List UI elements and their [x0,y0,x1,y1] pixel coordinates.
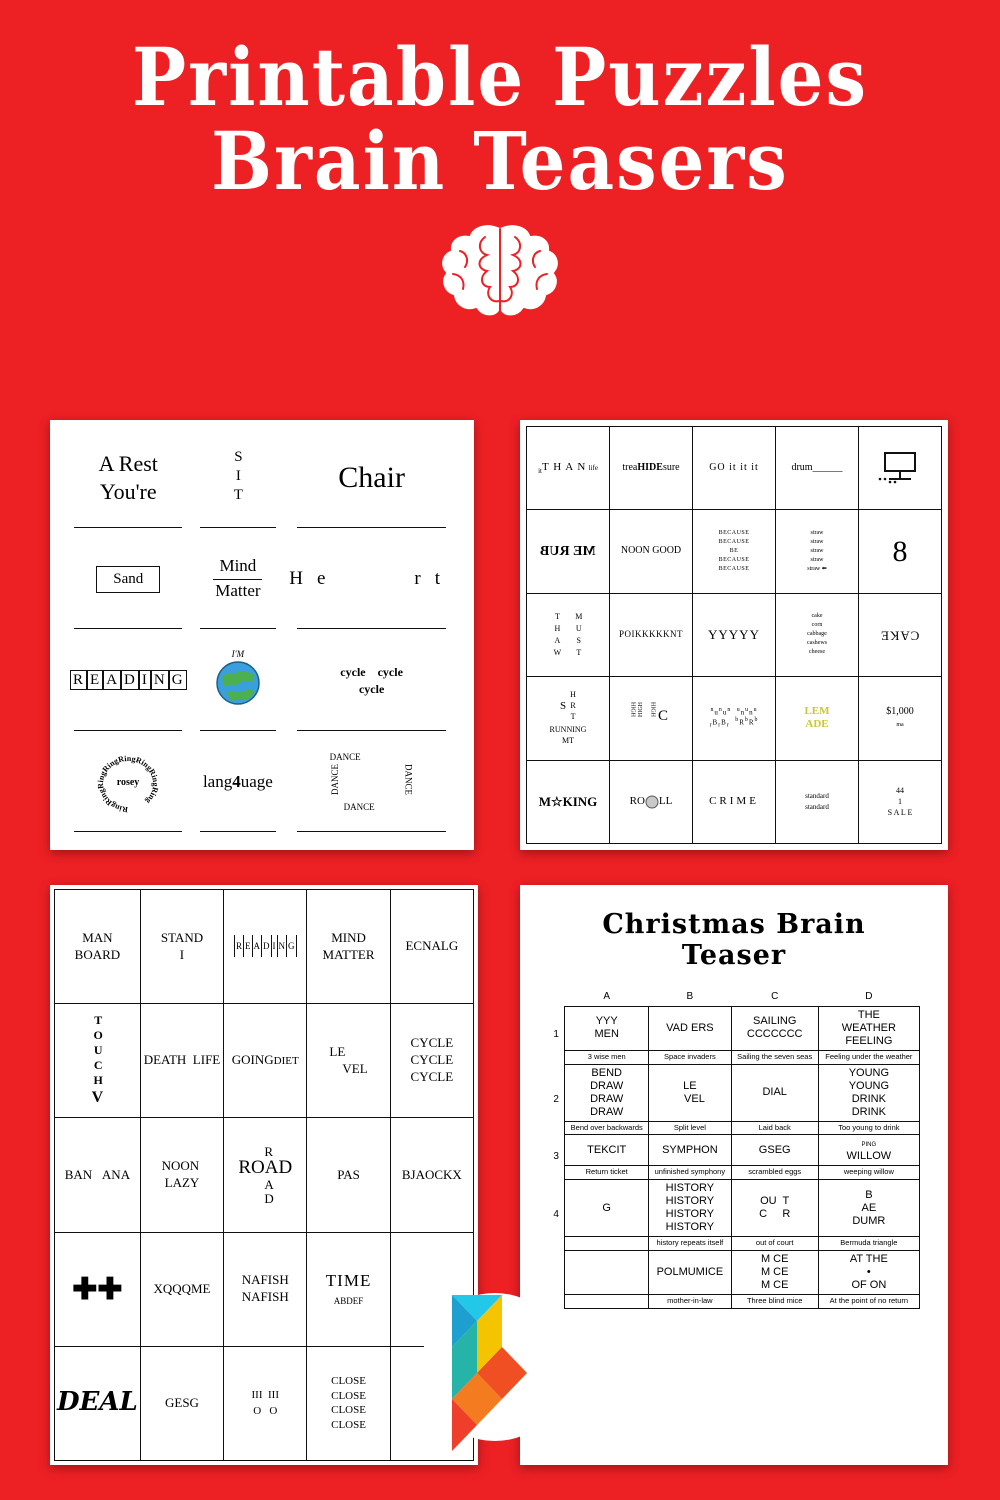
answer-4d: Bermuda triangle [818,1237,919,1251]
answer-1a: 3 wise men [565,1050,649,1064]
answer-3b: unfinished symphony [649,1166,731,1180]
question-5b: POLMUMICE [649,1250,731,1294]
question-4d: B AE DUMR [818,1180,919,1237]
puzzle-s-hrt-running-mt: S H R T RUNNING MT [527,677,610,760]
puzzle-heart: He rt [289,568,454,590]
puzzle-44-1-sale: 44 1 S A L E [859,761,942,844]
puzzle-going-diet: GOING DIET [224,1004,307,1118]
logo-icon [420,1255,570,1475]
puzzle-cell [193,737,284,839]
rebus-grid-bottom-left[interactable] [50,885,478,1465]
table-row [548,1237,919,1251]
answer-3d: weeping willow [818,1166,919,1180]
answer-4b: history repeats itself [649,1237,731,1251]
christmas-title-line-1: Christmas Brain [602,909,866,940]
question-2d: YOUNG YOUNG DRINK DRINK [818,1064,919,1121]
card3-grid [54,889,474,1461]
svg-text:rosey: rosey [116,777,140,789]
puzzle-cycle-cycle-cycle: cycle cycle cycle [340,664,403,696]
puzzle-plus-plus: ✚✚ [55,1233,141,1347]
puzzle-cell [64,534,193,636]
svg-text:RingRingRingRingRingRingRingRi: RingRingRingRingRingRingRingRing [96,754,161,814]
question-1d: THE WEATHER FEELING [818,1006,919,1050]
puzzle-because-list: BECAUSE BECAUSE BE BECAUSE BECAUSE [693,510,776,593]
answer-3a: Return ticket [565,1166,649,1180]
puzzle-touch-v: TOUCH V [55,1004,141,1118]
page-title-line-1: Printable Puzzles [132,30,868,124]
puzzle-lemade: LEM ADE [776,677,859,760]
puzzle-lang4uage: lang4uage [202,772,273,792]
puzzle-go-it-it-it: GO it it it [693,427,776,510]
puzzle-nafish-nafish: NAFISH NAFISH [224,1233,307,1347]
question-4a: G [565,1180,649,1237]
christmas-title [532,909,936,971]
puzzle-reading-bars: R E A D I N G [224,890,307,1004]
christmas-table [548,989,920,1309]
puzzle-figure-eight: 8 [859,510,942,593]
puzzle-cell [193,534,284,636]
answer-5d: At the point of no return [818,1294,919,1308]
table-row [548,1294,919,1308]
puzzle-cell [283,432,460,534]
question-5a [565,1250,649,1294]
question-1a: YYY MEN [565,1006,649,1050]
puzzle-me-rub-reversed: ME RUB [527,510,610,593]
corner-cell [548,989,565,1006]
column-header-a: A [603,991,611,1003]
answer-1c: Sailing the seven seas [731,1050,818,1064]
question-1b: VAD ERS [649,1006,731,1050]
question-1c: SAILING CCCCCCC [731,1006,818,1050]
puzzle-xqqqme: XQQQME [141,1233,224,1347]
puzzle-sit-vertical: SIT [230,449,247,507]
table-row [548,1166,919,1180]
question-4c: OU T C R [731,1180,818,1237]
puzzle-mind-over-matter: Mind Matter [215,556,261,601]
answer-1b: Space invaders [649,1050,731,1064]
puzzle-yyyyy: YYYYY [693,594,776,677]
puzzle-ban-ana: BAN ANA [55,1118,141,1232]
table-row [548,1006,919,1050]
answer-2b: Split level [649,1121,731,1135]
question-3c: GSEG [731,1135,818,1166]
puzzle-treahidesure: treaHIDEsure [610,427,693,510]
puzzle-than-it-life: $_{it}$T H A N life [527,427,610,510]
site-logo [420,1255,570,1475]
puzzle-close-x4: CLOSE CLOSE CLOSE CLOSE [307,1347,390,1461]
puzzle-straw-arrow: straw straw straw straw straw ⬅ [776,510,859,593]
table-row [548,1250,919,1294]
table-row [548,1180,919,1237]
answer-5b: mother-in-law [649,1294,731,1308]
ball-icon [645,795,659,809]
answer-5a [565,1294,649,1308]
puzzle-cell [193,432,284,534]
answer-2a: Bend over backwards [565,1121,649,1135]
christmas-brain-teaser[interactable] [520,885,948,1465]
column-header-c: C [771,991,779,1003]
puzzle-road-cross: R ROAD A D [224,1118,307,1232]
table-row [548,1135,919,1166]
column-header-d: D [865,991,873,1003]
card1-grid [64,432,460,838]
puzzle-noon-good: NOON GOOD [610,510,693,593]
puzzle-high-circle: HIGH HIGH HIGH C [610,677,693,760]
puzzle-death-life: DEATH LIFE [141,1004,224,1118]
card2-grid [526,426,942,844]
christmas-title-line-2: Teaser [681,940,787,972]
question-4b: HISTORY HISTORY HISTORY HISTORY [649,1180,731,1237]
puzzle-drum-blank: drum______ [776,427,859,510]
answer-4a [565,1237,649,1251]
puzzle-cell [64,635,193,737]
globe-icon [214,659,262,707]
row-number-4: 4 [553,1209,559,1221]
brain-icon [425,219,575,327]
answer-4c: out of court [731,1237,818,1251]
puzzle-crime: CRIME [693,761,776,844]
puzzle-pas: PAS [307,1118,390,1232]
puzzle-ecnalg: ECNALG [391,890,474,1004]
puzzle-bjaockx: BJAOCKX [391,1118,474,1232]
answer-3c: scrambled eggs [731,1166,818,1180]
puzzle-tv-dots [859,427,942,510]
ring-text-icon [91,751,165,813]
question-5d: AT THE • OF ON [818,1250,919,1294]
puzzle-cell [64,737,193,839]
question-2a: BEND DRAW DRAW DRAW [565,1064,649,1121]
puzzle-man-board: MAN BOARD [55,890,141,1004]
puzzle-poikkkkknt: POIKKKKKNT [610,594,693,677]
rebus-grid-5x5[interactable] [520,420,948,850]
page-title-line-2: Brain Teasers [211,114,789,209]
row-number-2: 2 [553,1093,559,1105]
puzzle-reading-square: R E A D I N G [70,672,187,689]
table-row [548,1121,919,1135]
puzzle-iii-iii-o-o: III III O O [224,1347,307,1461]
answer-2c: Laid back [731,1121,818,1135]
page-header [0,0,1000,209]
puzzle-cake-upside-down: CAKE [859,594,942,677]
puzzle-stand-i: STAND I [141,890,224,1004]
puzzle-mo-star-king: M☆KING [527,761,610,844]
question-2b: LE VEL [649,1064,731,1121]
puzzle-sand-box: Sand [96,566,160,593]
puzzle-thousand-ma: $1,000 ma [859,677,942,760]
question-3b: SYMPHON [649,1135,731,1166]
puzzle-chair: Chair [338,460,405,494]
question-3a: TEKCIT [565,1135,649,1166]
puzzle-cake-corn-cabbage: cake corn cabbage cashews cheese [776,594,859,677]
answer-2d: Too young to drink [818,1121,919,1135]
puzzle-a-rest-youre: A Rest You're [98,451,158,504]
row-number-1: 1 [553,1029,559,1041]
puzzle-cell [283,737,460,839]
puzzle-noon-lazy: NOON LAZY [141,1118,224,1232]
puzzle-ring-around-rosey [91,751,165,813]
puzzle-cell [283,534,460,636]
puzzle-cycle-x3: CYCLE CYCLE CYCLE [391,1004,474,1118]
table-row [548,1064,919,1121]
puzzle-cell [193,635,284,737]
puzzle-cell [64,432,193,534]
puzzle-deal: DEAL [55,1347,141,1461]
question-2c: DIAL [731,1064,818,1121]
brain-icon-wrap [0,219,1000,329]
puzzle-ro-ll-ball: RO LL [610,761,693,844]
question-5c: M CE M CE M CE [731,1250,818,1294]
puzzle-uun-bbrr: $^nu^nu^n$ $^un^un^u$ $_rB_rB_r$ $^bR^bR^b$ [693,677,776,760]
puzzle-standard-standard: standard standard [776,761,859,844]
column-header-b: B [686,991,694,1003]
question-3d: PING WILLOW [818,1135,919,1166]
puzzle-cell [283,635,460,737]
row-number-3: 3 [553,1151,559,1163]
table-row [548,1050,919,1064]
puzzle-thaw-must: T H A W M U S T [527,594,610,677]
puzzle-world-globe: I'M [214,649,262,712]
tv-icon [877,449,923,487]
puzzle-dance-dance: DANCE DANCE DANCE DANCE [329,752,414,813]
puzzle-gesg: GESG [141,1347,224,1461]
puzzle-mind-matter: MIND MATTER [307,890,390,1004]
table-header-row [548,989,919,1006]
answer-1d: Feeling under the weather [818,1050,919,1064]
puzzle-time-abdef: TIME ABDEF [307,1233,390,1347]
puzzle-le-vel: LE VEL [307,1004,390,1118]
answer-5c: Three blind mice [731,1294,818,1308]
rebus-worksheet-1[interactable] [50,420,474,850]
